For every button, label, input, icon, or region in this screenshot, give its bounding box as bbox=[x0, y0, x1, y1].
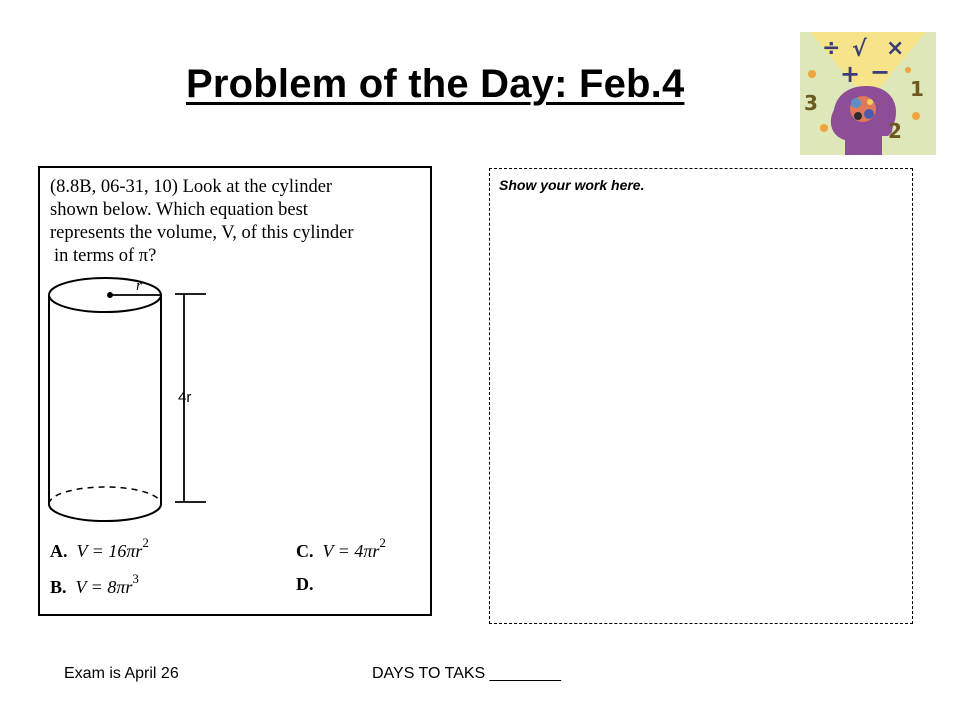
choice-exponent: 3 bbox=[132, 571, 139, 586]
choice-b[interactable] bbox=[50, 571, 139, 598]
minus-symbol: − bbox=[870, 58, 891, 86]
digit-two: 2 bbox=[888, 119, 902, 143]
problem-statement bbox=[50, 176, 430, 268]
problem-line: in terms of π? bbox=[54, 246, 157, 266]
days-countdown: DAYS TO TAKS ________ bbox=[372, 665, 561, 682]
choice-exponent: 2 bbox=[142, 535, 149, 550]
radius-label: r bbox=[136, 278, 142, 294]
choice-letter: A. bbox=[50, 541, 68, 561]
choice-equation: V = 16πr bbox=[76, 541, 143, 561]
page-title: Problem of the Day: Feb.4 bbox=[186, 62, 685, 106]
plus-symbol: + bbox=[840, 60, 861, 88]
answer-choices bbox=[40, 534, 432, 604]
height-label: 4r bbox=[178, 389, 192, 406]
sqrt-symbol: √ bbox=[852, 37, 867, 62]
choice-equation: V = 8πr bbox=[75, 577, 133, 597]
digit-three: 3 bbox=[804, 91, 818, 115]
math-head-clipart bbox=[800, 32, 936, 155]
choice-a[interactable] bbox=[50, 535, 149, 562]
choice-letter: D. bbox=[296, 574, 314, 594]
choice-letter: C. bbox=[296, 541, 314, 561]
exam-date-note: Exam is April 26 bbox=[64, 665, 179, 682]
problem-line: shown below. Which equation best bbox=[50, 200, 308, 220]
problem-card bbox=[38, 166, 432, 616]
choice-exponent: 2 bbox=[379, 535, 386, 550]
choice-letter: B. bbox=[50, 577, 67, 597]
work-area-label: Show your work here. bbox=[499, 177, 645, 193]
choice-equation: V = 4πr bbox=[322, 541, 380, 561]
problem-line: represents the volume, V, of this cylinder bbox=[50, 223, 354, 243]
digit-one: 1 bbox=[910, 77, 924, 101]
problem-line: (8.8B, 06-31, 10) Look at the cylinder bbox=[50, 177, 333, 197]
choice-c[interactable] bbox=[296, 535, 386, 562]
work-area[interactable] bbox=[489, 168, 913, 624]
times-symbol: × bbox=[886, 36, 905, 61]
cylinder-figure bbox=[48, 276, 248, 526]
choice-d[interactable] bbox=[296, 574, 314, 595]
divide-symbol: ÷ bbox=[822, 36, 841, 61]
